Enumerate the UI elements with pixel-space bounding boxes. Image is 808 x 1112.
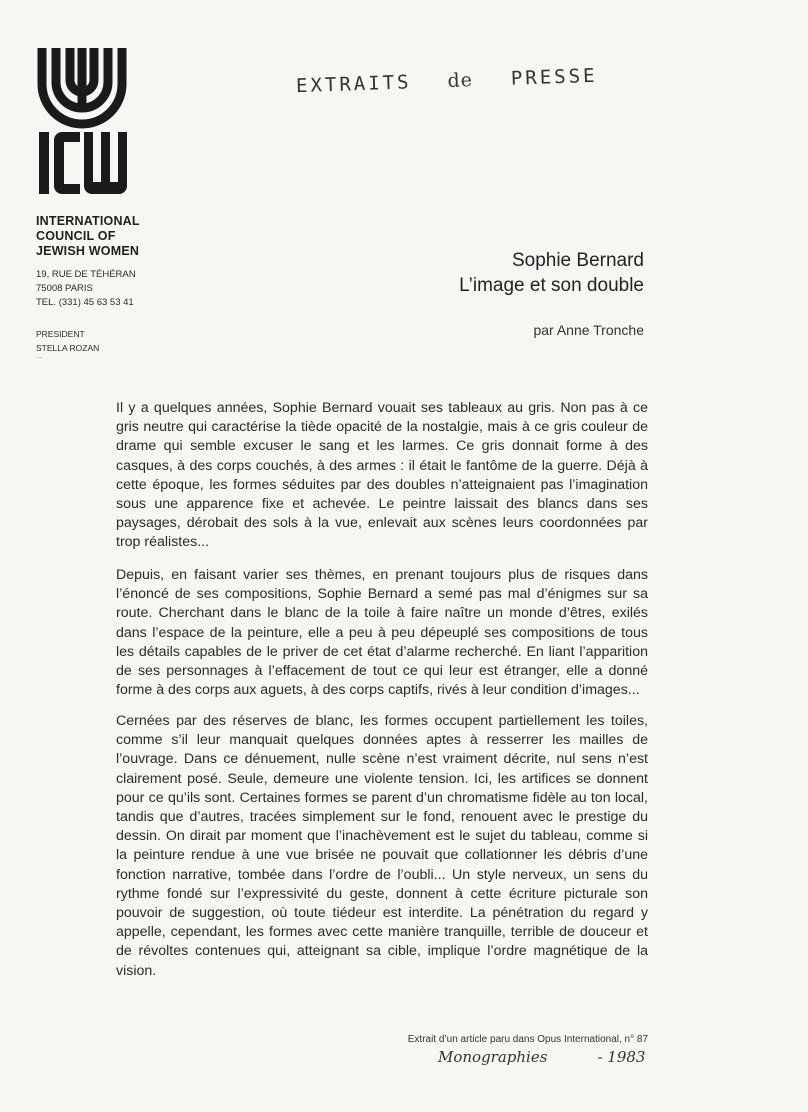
handwritten-heading	[296, 65, 598, 98]
handwritten-word: de	[447, 69, 474, 92]
icjw-logo	[36, 48, 128, 198]
article-byline: par Anne Tronche	[533, 322, 644, 338]
article-title-block	[459, 248, 644, 298]
article-paragraph: Depuis, en faisant varier ses thèmes, en prenant toujours plus de risques dans l’énoncé de ses compositions, Sophie Bernard a semé pas mal d’énigmes sur sa route. Cherchant dans le blanc de la toile à faire naître un monde d’êtres, exilés dans l’espace de la peinture, elle a peu à peu dépeuplé ses compositions de tous les détails capables de le priver de cet état d’alarme recherché. En liant l’apparition de ses personnages à l’effacement de tout ce qui leur est étranger, elle a donné forme à des corps aux aguets, à des corps captifs, rivés à leur condition d’images...	[116, 567, 648, 699]
president-name: STELLA ROZAN	[36, 342, 100, 353]
address-line: 19, RUE DE TÉHÉRAN	[36, 269, 136, 280]
article-paragraph: Cernées par des réserves de blanc, les formes occupent partiellement les toiles, comme s’il leur manquait quelques données aptes à resserrer les mailles de l’ouvrage. Dans ce dénuement, nulle scène n’est vraiment décrite, nul sens n’est clairement posé. Seule, demeure une violente tension. Ici, les artifices se donnent pour ce qu’ils sont. Certaines formes se parent d’un chromatisme fidèle au ton local, tandis que d’autres, tracées simplement sur le fond, renouent avec le prestige du dessin. On dirait par moment que l’inachèvement est le sujet du tableau, comme si la peinture rendue à une vue brisée ne pouvait que collationner les débris d’une fonction narrative, tombée dans l’ordre de l’oubli... Un style nerveux, un sens du rythme fondé sur l’expressivité du geste, donnent à cette écriture picturale son pouvoir de suggestion, où toute tiédeur est interdite. La pénétration du regard y appelle, cependant, les formes avec cette manière tranquille, terrible de douceur et de révoltes contenues qui, atteignant sa cible, implique l’ordre magnétique de la vision.	[116, 713, 648, 979]
president-label: PRESIDENT	[36, 329, 85, 339]
source-note: Extrait d’un article paru dans Opus International, n° 87	[407, 1034, 648, 1045]
org-name	[36, 214, 140, 259]
handwritten-word: PRESSE	[510, 64, 598, 90]
president-block	[36, 328, 99, 355]
article-subtitle: L’image et son double	[459, 275, 644, 296]
decorative-dots: ··	[37, 353, 43, 362]
handwritten-word: EXTRAITS	[295, 71, 412, 98]
handwritten-note	[438, 1048, 645, 1066]
article-paragraph: Il y a quelques années, Sophie Bernard vouait ses tableaux au gris. Non pas à ce gris neutre qui caractérise la tiède opacité de la nostalgie, mais à ce gris couleur de drame qui semble excuser le sang et les larmes. Ce gris donnait forme à des casques, à des corps couchés, à des armes : il était le fantôme de la guerre. Déjà à cette époque, les formes séduites par des doubles n’atteignaient pas l’imagination sous une apparence fixe et achevée. Le peintre laissait des blancs dans ses paysages, dérobait des sols à la vue, enlevait aux scènes leurs coordonnées par trop réalistes...	[116, 400, 648, 551]
address-line: 75008 PARIS	[36, 283, 93, 294]
org-line: INTERNATIONAL	[36, 214, 140, 228]
org-address	[36, 268, 136, 310]
address-line: TEL. (331) 45 63 53 41	[36, 297, 134, 308]
handwritten-year: - 1983	[597, 1048, 646, 1066]
handwritten-note-text: Monographies	[438, 1048, 548, 1066]
org-line: COUNCIL OF	[36, 229, 116, 243]
article-title: Sophie Bernard	[511, 250, 644, 271]
org-line: JEWISH WOMEN	[36, 244, 140, 258]
